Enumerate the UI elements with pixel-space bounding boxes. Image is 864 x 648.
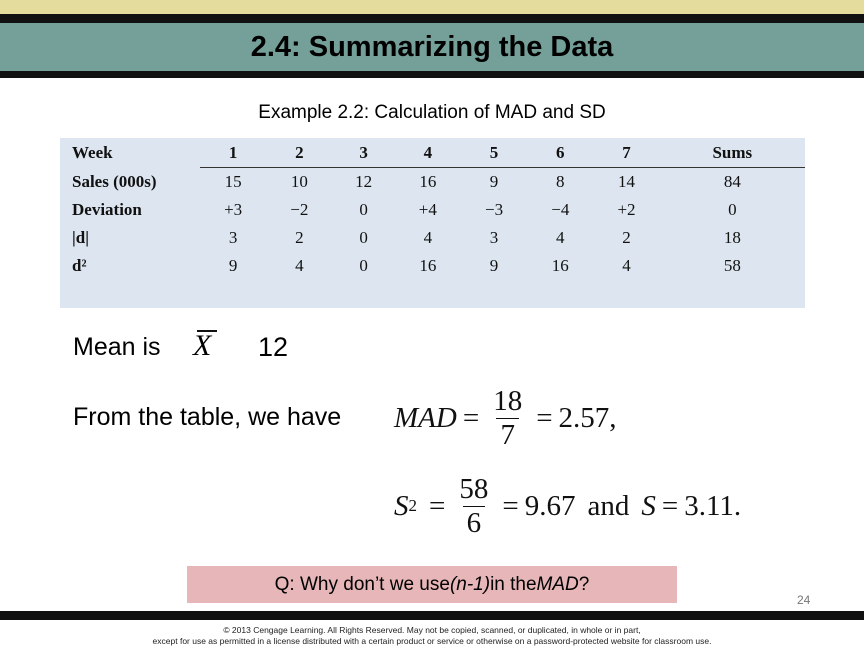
- title-band: [0, 23, 864, 71]
- table-cell: 15: [224, 172, 242, 191]
- row-label: Deviation: [72, 200, 142, 219]
- table-cell: 84: [723, 172, 741, 191]
- table-cell: 4: [622, 256, 631, 275]
- mad-denominator: 7: [496, 418, 519, 452]
- table-cell: 16: [419, 256, 437, 275]
- mad-equation: [394, 378, 617, 458]
- copyright-footer: [0, 625, 864, 647]
- question-box: [187, 566, 677, 603]
- table-cell: 0: [359, 228, 368, 247]
- variance-result: 9.67: [524, 489, 576, 522]
- mad-equals: =: [462, 401, 480, 434]
- table-cell: 58: [723, 256, 741, 275]
- table-header-cell: 4: [395, 138, 461, 168]
- mean-label: Mean is: [73, 333, 161, 361]
- table-cell: 16: [551, 256, 569, 275]
- table-cell: 18: [723, 228, 741, 247]
- row-label: Sales (000s): [72, 171, 157, 191]
- table-cell: 8: [556, 172, 565, 191]
- sd-denominator: 6: [463, 506, 486, 540]
- row-label: |d|: [72, 228, 89, 247]
- data-table-panel: [60, 138, 805, 308]
- table-row: [60, 224, 805, 252]
- table-cell: 2: [295, 228, 304, 247]
- sd-equals: =: [429, 489, 446, 522]
- mad-fraction: [489, 385, 526, 452]
- mean-value: 12: [258, 332, 289, 362]
- table-cell: −3: [485, 200, 504, 219]
- slide-title: 2.4: Summarizing the Data: [250, 30, 614, 63]
- sd-fraction: [455, 473, 492, 540]
- table-cell: −2: [290, 200, 309, 219]
- table-row: [60, 168, 805, 197]
- table-row: [60, 196, 805, 224]
- table-cell: 9: [489, 172, 499, 191]
- table-cell: 3: [489, 228, 499, 247]
- row-label: d²: [72, 256, 87, 275]
- sd-equals-2: =: [502, 489, 519, 522]
- mad-intro-text: From the table, we have: [73, 403, 342, 431]
- table-cell: +4: [418, 200, 437, 219]
- sd-result: 3.11.: [684, 489, 742, 522]
- table-header-cell: 5: [461, 138, 527, 168]
- table-cell: 9: [228, 256, 238, 275]
- table-cell: +2: [617, 200, 636, 219]
- table-cell: 0: [728, 200, 737, 219]
- example-subtitle: Example 2.2: Calculation of MAD and SD: [258, 102, 606, 123]
- question-text: Q: Why don’t we use: [274, 573, 450, 595]
- question-mid: in the: [490, 573, 537, 595]
- question-n-minus-1: (n-1): [449, 573, 491, 595]
- table-cell: 4: [423, 228, 433, 247]
- table-cell: 16: [419, 172, 437, 191]
- table-header-cell: Week: [72, 142, 113, 162]
- table-cell: 0: [359, 200, 368, 219]
- title-bar: [0, 14, 864, 78]
- table-header-cell: 3: [332, 138, 394, 168]
- variance-exponent: 2: [408, 496, 417, 515]
- table-cell: 12: [355, 172, 373, 191]
- table-cell: +3: [224, 200, 243, 219]
- data-table: [60, 138, 805, 280]
- top-accent-strip: [0, 0, 864, 14]
- sd-equals-3: =: [661, 489, 679, 522]
- footer-line-2: except for use as permitted in a license distributed with a certain product or service or otherwise on a password-protected website for classroom use.: [152, 636, 712, 646]
- sd-equation: [394, 466, 741, 546]
- mad-result: 2.57,: [558, 401, 617, 434]
- sd-symbol: S: [641, 489, 656, 522]
- table-header-cell: 1: [200, 138, 266, 168]
- table-cell: 3: [228, 228, 238, 247]
- table-cell: 4: [295, 256, 304, 275]
- page-number: 24: [797, 593, 811, 607]
- mad-numerator: 18: [493, 384, 523, 417]
- table-cell: −4: [551, 200, 570, 219]
- table-cell: 9: [489, 256, 499, 275]
- question-end: ?: [578, 573, 590, 595]
- table-header-cell: 2: [266, 138, 332, 168]
- mean-symbol: X: [193, 329, 212, 362]
- mad-lhs: MAD: [394, 401, 457, 434]
- table-cell: 14: [618, 172, 636, 191]
- table-cell: 4: [556, 228, 565, 247]
- table-header-cell: 6: [527, 138, 593, 168]
- variance-symbol: S: [394, 489, 409, 522]
- table-row: [60, 252, 805, 280]
- table-header-row: [60, 138, 805, 168]
- question-mad: MAD: [536, 573, 579, 595]
- table-cell: 10: [290, 172, 308, 191]
- bottom-bar: [0, 611, 864, 620]
- table-header-cell: 7: [593, 138, 659, 168]
- table-cell: 2: [622, 228, 631, 247]
- table-cell: 0: [359, 256, 368, 275]
- footer-line-1: © 2013 Cengage Learning. All Rights Reserved. May not be copied, scanned, or duplicated, in whole or in part,: [223, 625, 641, 635]
- and-word: and: [587, 489, 630, 522]
- table-header-cell: Sums: [660, 138, 805, 168]
- mad-equals-2: =: [536, 401, 553, 434]
- sd-numerator: 58: [459, 472, 489, 505]
